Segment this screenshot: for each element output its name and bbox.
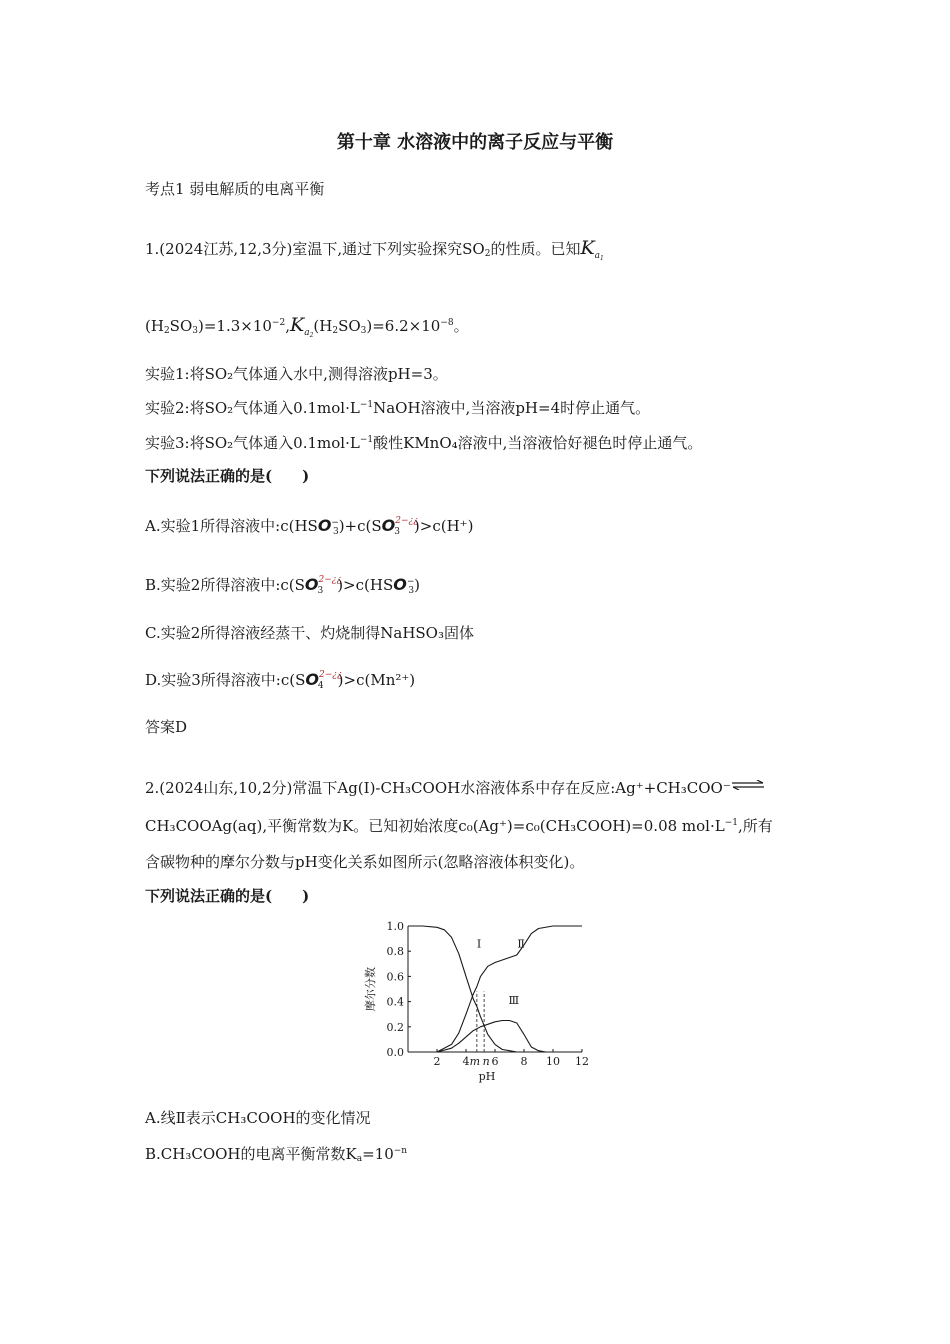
marker-label-m: m	[469, 1055, 481, 1068]
x-tick-label: 2	[433, 1055, 441, 1068]
q1-experiment-3	[145, 432, 702, 453]
q1-constants-line	[145, 314, 469, 339]
q1-option-a[interactable]	[145, 515, 473, 537]
q2-optb-b: =10	[362, 1145, 394, 1163]
q2-stem-line3: 含碳物种的摩尔分数与pH变化关系如图所示(忽略溶液体积变化)。	[145, 853, 585, 871]
q2-stem-b-end: ,所有	[737, 817, 773, 835]
q1-optb-ion1-sup: 2−¿¿	[318, 575, 342, 585]
q1-sub-2: 2	[484, 249, 491, 259]
y-axis-label: 摩尔分数	[364, 967, 377, 1011]
q2-option-a[interactable]: A.线Ⅱ表示CH₃COOH的变化情况	[145, 1109, 371, 1127]
q1-optb-ion2-sub: 3	[408, 586, 415, 596]
series-line-1	[408, 926, 524, 1052]
q1-l2-b: SO	[169, 317, 193, 335]
q1-optd-ion-sup: 2−¿¿	[319, 670, 342, 680]
q2-stem-b-exp: −1	[724, 818, 738, 828]
ka2-subscript: a	[304, 328, 310, 338]
q1-optb-ion2-sup: −	[406, 577, 415, 587]
series-label-1: Ⅰ	[476, 937, 482, 951]
q1-opta-ion1-sub: 3	[332, 527, 339, 537]
q1-optb-ion2: O	[393, 575, 407, 594]
q1-l2-sub2b: 2	[332, 326, 339, 336]
q1-l2-h: 。	[453, 317, 469, 335]
q1-optb-ion1-sub: 3	[317, 586, 324, 596]
y-tick-label: 0.0	[386, 1046, 404, 1059]
mole-fraction-chart	[360, 912, 600, 1090]
ka1-symbol: K	[580, 237, 595, 259]
page-title: 第十章 水溶液中的离子反应与平衡	[336, 132, 614, 153]
q1-l2-c: )=1.3×10	[197, 317, 272, 335]
ka1-subsubscript: 1	[600, 255, 604, 262]
q1-exp2-exp: −1	[359, 400, 374, 410]
q1-experiment-1: 实验1:将SO₂气体通入水中,测得溶液pH=3。	[145, 365, 448, 383]
q1-exp2-a: 实验2:将SO₂气体通入0.1mol·L	[145, 399, 360, 417]
x-tick-label: 12	[575, 1055, 589, 1068]
q1-exp2-b: NaOH溶液中,当溶液pH=4时停止通气。	[373, 399, 651, 417]
series-label-3: Ⅲ	[508, 994, 520, 1008]
q1-option-b[interactable]	[145, 574, 420, 596]
q1-l2-g: )=6.2×10	[366, 317, 441, 335]
q1-l2-e: (H	[313, 317, 333, 335]
q1-stem-text-a: 1.(2024江苏,12,3分)室温下,通过下列实验探究SO	[145, 240, 485, 258]
x-axis-label: pH	[478, 1070, 496, 1083]
series-label-2: Ⅱ	[517, 937, 525, 951]
q1-opta-c: )>c(H⁺)	[413, 517, 474, 535]
q1-l2-d: ,	[285, 317, 290, 335]
q1-l2-sub2: 2	[163, 326, 170, 336]
q1-answer: 答案D	[145, 718, 188, 736]
q1-l2-f: SO	[338, 317, 361, 335]
marker-label-n: n	[482, 1055, 490, 1068]
x-tick-label: 8	[520, 1055, 528, 1068]
ka2-subsubscript: 2	[309, 332, 314, 339]
q1-l2-exp2: −8	[440, 318, 454, 328]
q2-prompt: 下列说法正确的是( )	[145, 887, 310, 905]
y-tick-label: 0.8	[386, 945, 404, 959]
q1-opta-ion1-sup: −	[331, 518, 339, 528]
y-tick-label: 0.6	[386, 970, 404, 984]
q1-experiment-2	[145, 397, 650, 418]
q2-optb-a: B.CH₃COOH的电离平衡常数K	[145, 1145, 357, 1163]
q1-optd-b: )>c(Mn²⁺)	[337, 671, 416, 689]
q1-option-d[interactable]	[145, 669, 415, 691]
q1-opta-ion1: O	[317, 516, 332, 535]
q2-stem-b: CH₃COOAg(aq),平衡常数为K。已知初始浓度c₀(Ag⁺)=c₀(CH₃COOH)=0.08 mol·L	[145, 817, 725, 835]
q2-stem-a: 2.(2024山东,10,2分)常温下Ag(Ⅰ)-CH₃COOH水溶液体系中存在反应:Ag⁺+CH₃COO⁻	[145, 779, 731, 797]
y-tick-label: 0.2	[386, 1020, 404, 1034]
x-tick-label: 4	[462, 1055, 470, 1068]
q1-prompt: 下列说法正确的是( )	[145, 467, 310, 485]
q2-stem-line2	[145, 815, 773, 836]
series-line-2	[437, 926, 582, 1052]
q1-l2-a: (H	[145, 317, 164, 335]
q1-l2-sub3: 3	[192, 326, 198, 336]
q2-optb-exp: −n	[393, 1146, 408, 1156]
q1-optb-c: )	[414, 576, 420, 594]
ka1-subscript: a	[594, 251, 601, 261]
q1-stem-text-b: 的性质。已知	[490, 240, 581, 258]
q1-opta-ion2-sub: 3	[394, 527, 400, 537]
q1-stem	[145, 237, 604, 262]
q1-l2-sub3b: 3	[360, 326, 367, 336]
q1-exp3-exp: −1	[359, 435, 374, 445]
q2-stem-line1	[145, 777, 765, 798]
q1-opta-ion2: O	[381, 516, 396, 535]
y-tick-label: 1.0	[386, 920, 404, 933]
q1-opta-b: )+c(S	[338, 517, 382, 535]
q1-optd-ion-sub: 4	[317, 681, 324, 691]
q1-option-c[interactable]: C.实验2所得溶液经蒸干、灼烧制得NaHSO₃固体	[145, 624, 474, 642]
q1-optd-ion: O	[305, 670, 319, 689]
q2-option-b[interactable]	[145, 1143, 407, 1164]
q1-optb-ion1: O	[304, 575, 319, 594]
equilibrium-arrow-icon	[731, 780, 765, 790]
y-tick-label: 0.4	[386, 995, 404, 1009]
q1-l2-exp1: −2	[271, 318, 286, 328]
section-heading: 考点1 弱电解质的电离平衡	[145, 180, 325, 198]
q1-optd-a: D.实验3所得溶液中:c(S	[145, 671, 306, 689]
q2-optb-sub: a	[356, 1154, 363, 1164]
q1-opta-a: A.实验1所得溶液中:c(HS	[145, 517, 318, 535]
q1-opta-ion2-sup: 2−¿¿	[395, 516, 419, 526]
ka2-symbol: K	[289, 314, 305, 336]
q1-exp3-b: 酸性KMnO₄溶液中,当溶液恰好褪色时停止通气。	[373, 434, 703, 452]
q1-optb-b: )>c(HS	[337, 576, 394, 594]
q1-optb-a: B.实验2所得溶液中:c(S	[145, 576, 305, 594]
x-tick-label: 10	[546, 1055, 560, 1068]
x-tick-label: 6	[491, 1055, 499, 1068]
q1-exp3-a: 实验3:将SO₂气体通入0.1mol·L	[145, 434, 360, 452]
